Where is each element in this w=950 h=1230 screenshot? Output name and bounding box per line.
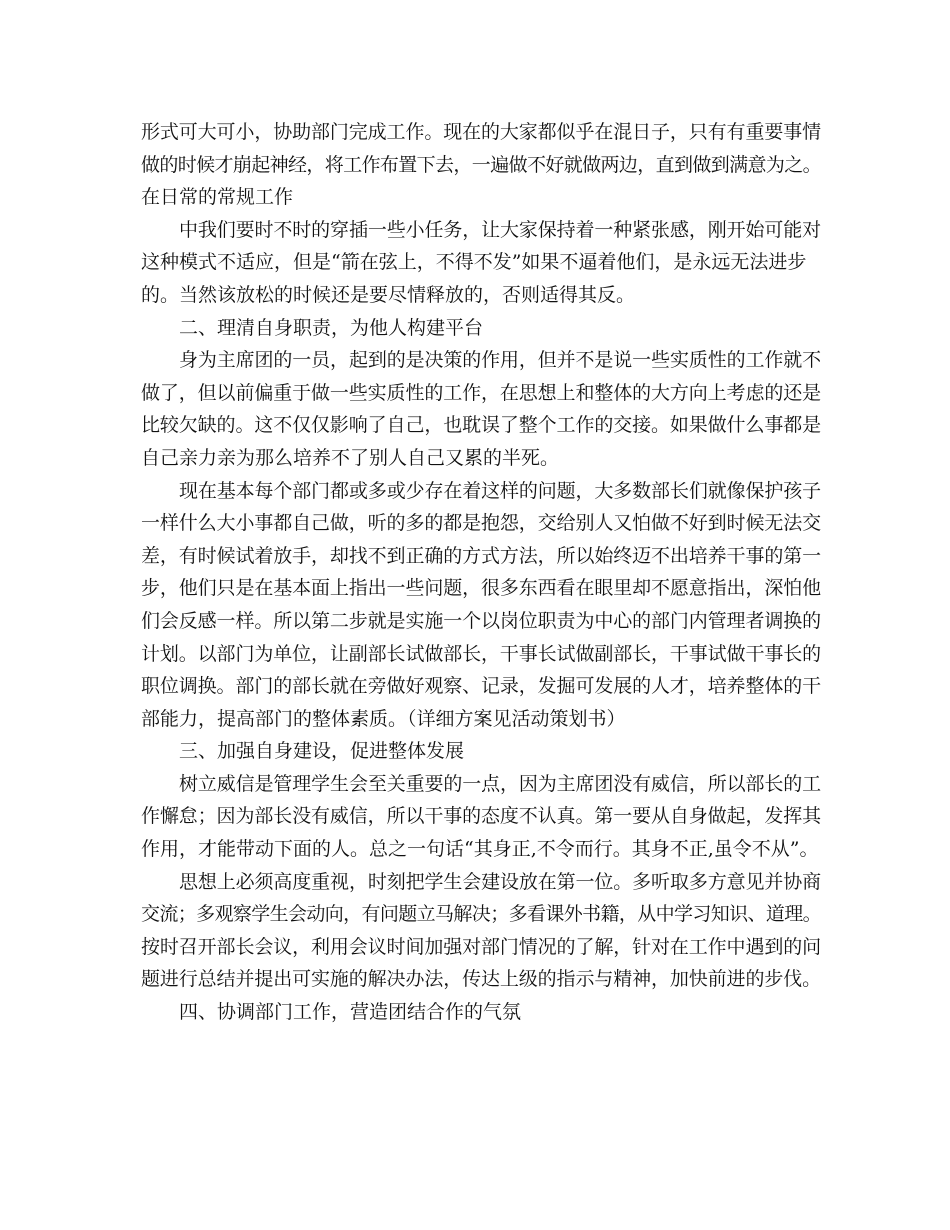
text-line: 计划。以部门为单位，让副部长试做部长，干事长试做副部长，干事试做干事长的 (141, 642, 822, 665)
text-line: 做了，但以前偏重于做一些实质性的工作，在思想上和整体的大方向上考虑的还是 (141, 381, 822, 404)
paragraph (141, 475, 821, 736)
text-line: 交流；多观察学生会动向，有问题立马解决；多看课外书籍，从中学习知识、道理。 (141, 903, 822, 926)
text-line: 中我们要时不时的穿插一些小任务，让大家保持着一种紧张感，刚开始可能对 (179, 218, 822, 241)
text-line: 四、协调部门工作，营造团结合作的气氛 (179, 1001, 522, 1024)
text-line: 二、理清自身职责，为他人构建平台 (179, 316, 484, 339)
paragraph (141, 735, 821, 768)
text-line: 们会反感一样。所以第二步就是实施一个以岗位职责为中心的部门内管理者调换的 (141, 609, 822, 632)
text-line: 作用，才能带动下面的人。总之一句话“其身正,不令而行。其身不正,虽令不从”。 (141, 838, 819, 861)
text-line: 按时召开部长会议，利用会议时间加强对部门情况的了解，针对在工作中遇到的问 (141, 935, 822, 958)
paragraph (141, 312, 821, 345)
paragraph (141, 116, 821, 214)
text-line: 职位调换。部门的部长就在旁做好观察、记录，发掘可发展的人才，培养整体的干 (141, 675, 822, 698)
text-line: 三、加强自身建设，促进整体发展 (179, 740, 465, 763)
text-line: 作懈怠；因为部长没有威信，所以干事的态度不认真。第一要从自身做起，发挥其 (141, 805, 822, 828)
text-line: 题进行总结并提出可实施的解决办法，传达上级的指示与精神，加快前进的步伐。 (141, 968, 822, 991)
text-line: 现在基本每个部门都或多或少存在着这样的问题，大多数部长们就像保护孩子 (179, 479, 822, 502)
text-line: 差，有时候试着放手，却找不到正确的方式方法，所以始终迈不出培养干事的第一 (141, 544, 822, 567)
text-line: 做的时候才崩起神经，将工作布置下去，一遍做不好就做两边，直到做到满意为之。 (141, 153, 822, 176)
text-line: 一样什么大小事都自己做，听的多的都是抱怨，交给别人又怕做不好到时候无法交 (141, 512, 822, 535)
paragraph (141, 866, 821, 996)
paragraph (141, 344, 821, 474)
paragraph (141, 996, 821, 1029)
document-body (141, 116, 821, 1029)
text-line: 的。当然该放松的时候还是要尽情释放的，否则适得其反。 (141, 283, 636, 306)
paragraph (141, 214, 821, 312)
text-line: 形式可大可小，协助部门完成工作。现在的大家都似乎在混日子，只有有重要事情 (141, 121, 822, 143)
text-line: 比较欠缺的。这不仅仅影响了自己，也耽误了整个工作的交接。如果做什么事都是 (141, 414, 822, 437)
text-line: 身为主席团的一员，起到的是决策的作用，但并不是说一些实质性的工作就不 (179, 349, 822, 372)
text-line: 自己亲力亲为那么培养不了别人自己又累的半死。 (141, 446, 560, 469)
text-line: 树立威信是管理学生会至关重要的一点，因为主席团没有威信，所以部长的工 (179, 772, 822, 795)
text-line: 思想上必须高度重视，时刻把学生会建设放在第一位。多听取多方意见并协商 (179, 870, 822, 893)
text-line: 步，他们只是在基本面上指出一些问题，很多东西看在眼里却不愿意指出，深怕他 (141, 577, 822, 600)
text-line: 这种模式不适应，但是“箭在弦上，不得不发”如果不逼着他们，是永远无法进步 (141, 251, 807, 274)
text-line: 部能力，提高部门的整体素质。（详细方案见活动策划书） (141, 707, 626, 730)
text-line: 在日常的常规工作 (141, 186, 294, 209)
paragraph (141, 768, 821, 866)
